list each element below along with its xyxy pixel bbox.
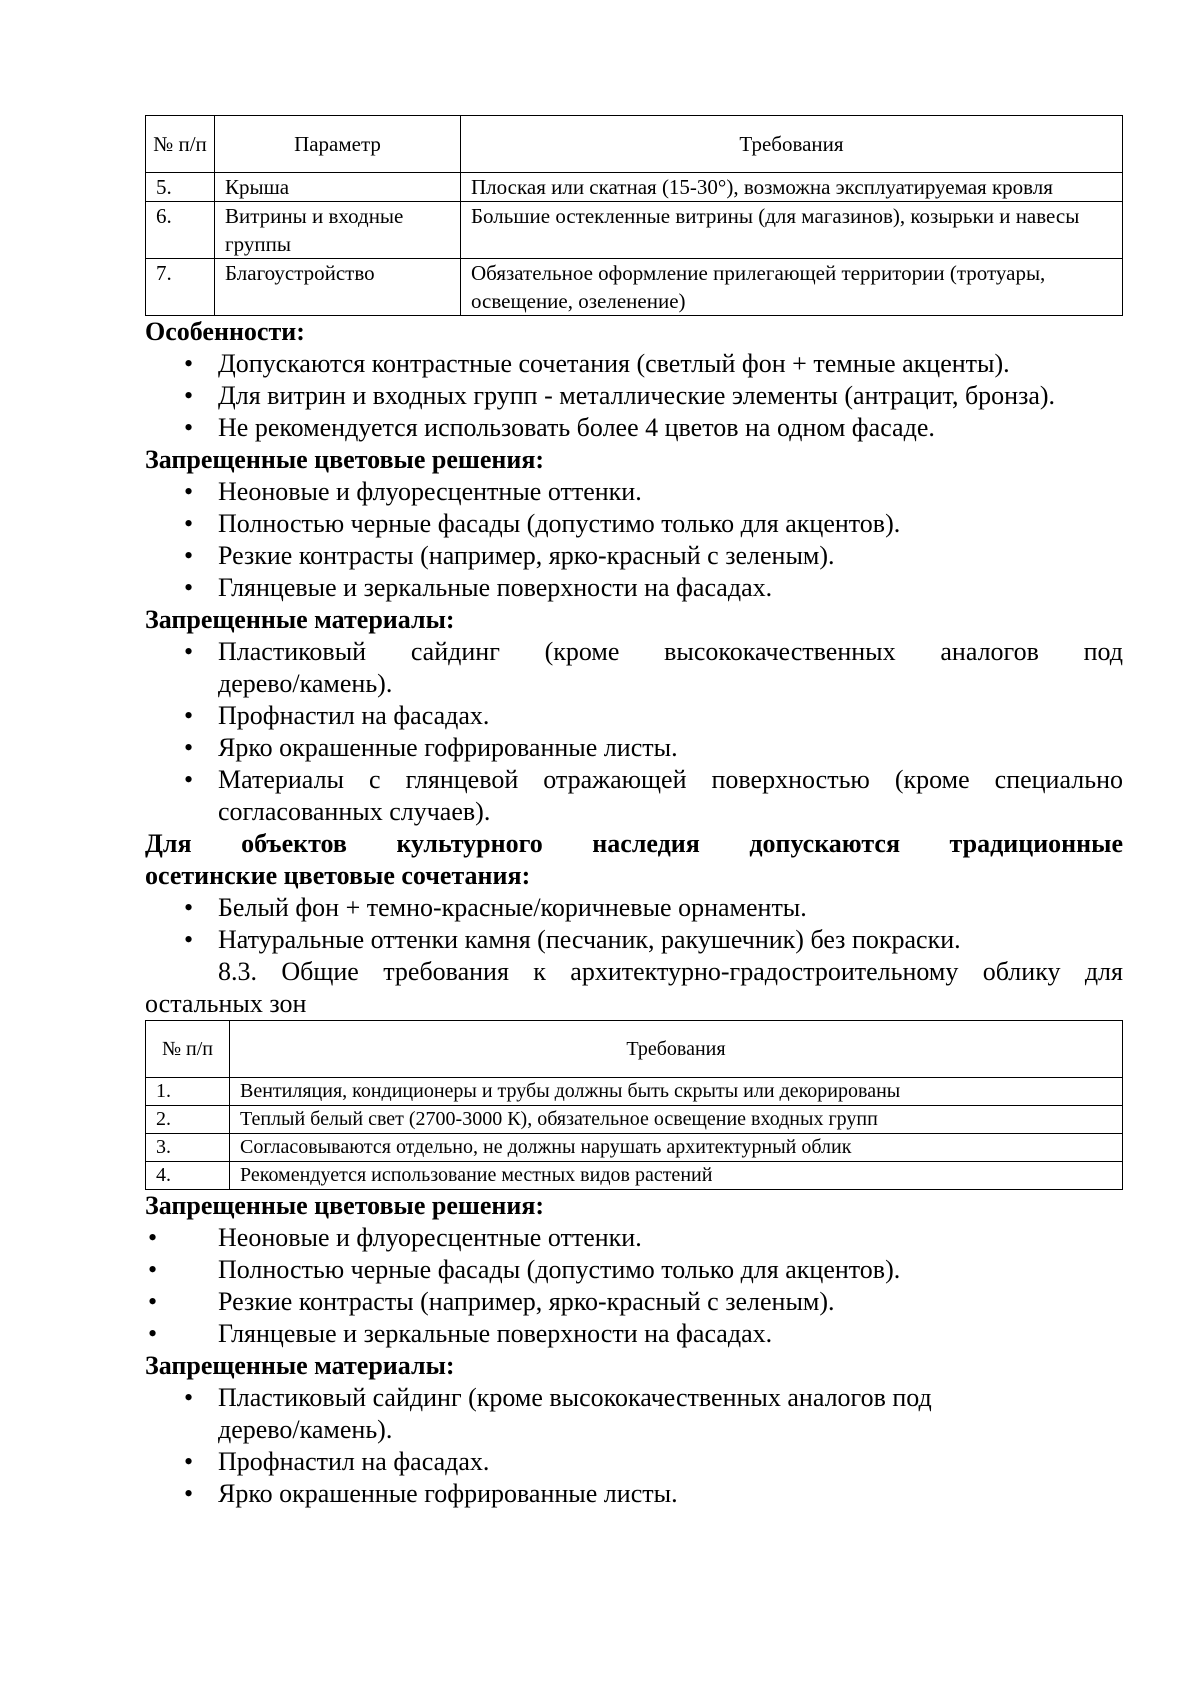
forbidden-colors-heading-2: Запрещенные цветовые решения:: [145, 1191, 545, 1220]
list-item: • Профнастил на фасадах.: [184, 701, 490, 730]
bullet-icon: •: [184, 701, 194, 730]
bullet-icon: •: [184, 1447, 194, 1476]
row-requirement: Обязательное оформление прилегающей территории (тротуары, освещение, озеленение): [461, 259, 1123, 316]
forbidden-materials-list: [145, 636, 1123, 828]
list-item: • Глянцевые и зеркальные поверхности на фасадах.: [184, 573, 773, 602]
list-item: • Белый фон + темно-красные/коричневые орнаменты.: [184, 893, 807, 922]
bullet-icon: •: [184, 893, 194, 922]
bullet-icon: •: [184, 413, 194, 442]
forbidden-materials-heading: Запрещенные материалы:: [145, 605, 455, 634]
row-param: Витрины и входные группы: [215, 202, 461, 259]
list-item: • Не рекомендуется использовать более 4 цветов на одном фасаде.: [184, 413, 935, 442]
bullet-icon: •: [148, 1255, 158, 1284]
heritage-heading-line2: осетинские цветовые сочетания:: [145, 861, 531, 890]
row-requirement: Рекомендуется использование местных видов растений: [230, 1162, 1123, 1190]
requirements-table: [145, 1020, 1123, 1190]
forbidden-materials-heading-2: Запрещенные материалы:: [145, 1351, 455, 1380]
list-item: • Резкие контрасты (например, ярко-красный с зеленым).: [184, 541, 835, 570]
list-item: • Натуральные оттенки камня (песчаник, ракушечник) без покраски.: [184, 925, 961, 954]
forbidden-colors-list-2: [145, 1222, 1123, 1350]
heritage-list: [145, 892, 1123, 956]
row-num: 1.: [146, 1078, 230, 1106]
table-row: [146, 259, 1123, 316]
header-requirements: Требования: [230, 1021, 1123, 1078]
document-page: [145, 115, 1123, 1510]
table-row: [146, 173, 1123, 202]
bullet-icon: •: [184, 1479, 194, 1508]
row-requirement: Теплый белый свет (2700-3000 К), обязательное освещение входных групп: [230, 1106, 1123, 1134]
table-row: [146, 1078, 1123, 1106]
list-item: • Ярко окрашенные гофрированные листы.: [184, 733, 678, 762]
list-item: • Материалы с глянцевой отражающей поверхностью (кроме специально согласованных случаев).: [184, 765, 1123, 826]
row-param: Благоустройство: [215, 259, 461, 316]
heritage-heading-line1: Для объектов культурного наследия допускаются традиционные: [145, 829, 1123, 858]
list-item: • Полностью черные фасады (допустимо только для акцентов).: [184, 509, 901, 538]
table-row: [146, 1134, 1123, 1162]
list-item: • Полностью черные фасады (допустимо только для акцентов).: [148, 1255, 901, 1284]
table-header-row: [146, 1021, 1123, 1078]
header-num: № п/п: [146, 116, 215, 173]
features-heading: Особенности:: [145, 317, 305, 346]
bullet-icon: •: [184, 573, 194, 602]
features-list: [145, 348, 1123, 444]
row-requirement: Вентиляция, кондиционеры и трубы должны быть скрыты или декорированы: [230, 1078, 1123, 1106]
bullet-icon: •: [184, 637, 194, 666]
table-row: [146, 1106, 1123, 1134]
forbidden-colors-heading: Запрещенные цветовые решения:: [145, 445, 545, 474]
table-row: [146, 1162, 1123, 1190]
list-item: • Профнастил на фасадах.: [184, 1447, 490, 1476]
bullet-icon: •: [184, 541, 194, 570]
row-requirement: Плоская или скатная (15-30°), возможна эксплуатируемая кровля: [461, 173, 1123, 202]
row-num: 5.: [146, 173, 215, 202]
bullet-icon: •: [184, 381, 194, 410]
list-item: • Пластиковый сайдинг (кроме высококачественных аналогов под дерево/камень).: [184, 637, 1123, 698]
row-num: 3.: [146, 1134, 230, 1162]
forbidden-colors-list: [145, 476, 1123, 604]
header-param: Параметр: [215, 116, 461, 173]
list-item: • Неоновые и флуоресцентные оттенки.: [184, 477, 642, 506]
bullet-icon: •: [184, 477, 194, 506]
row-num: 6.: [146, 202, 215, 259]
header-requirements: Требования: [461, 116, 1123, 173]
bullet-icon: •: [184, 1383, 194, 1412]
list-item: • Допускаются контрастные сочетания (светлый фон + темные акценты).: [184, 349, 1010, 378]
bullet-icon: •: [184, 509, 194, 538]
row-num: 4.: [146, 1162, 230, 1190]
bullet-icon: •: [184, 765, 194, 794]
section-title: 8.3. Общие требования к архитектурно-градостроительному облику для остальных зон: [145, 957, 1123, 1018]
row-requirement: Большие остекленные витрины (для магазинов), козырьки и навесы: [461, 202, 1123, 259]
bullet-icon: •: [184, 925, 194, 954]
table-header-row: [146, 116, 1123, 173]
row-requirement: Согласовываются отдельно, не должны нарушать архитектурный облик: [230, 1134, 1123, 1162]
forbidden-materials-list-2: [145, 1382, 1123, 1510]
row-param: Крыша: [215, 173, 461, 202]
row-num: 7.: [146, 259, 215, 316]
bullet-icon: •: [148, 1319, 158, 1348]
list-item: • Глянцевые и зеркальные поверхности на фасадах.: [148, 1319, 773, 1348]
table-row: [146, 202, 1123, 259]
parameters-table: [145, 115, 1123, 316]
list-item: • Ярко окрашенные гофрированные листы.: [184, 1479, 678, 1508]
bullet-icon: •: [184, 349, 194, 378]
list-item: • Для витрин и входных групп - металлические элементы (антрацит, бронза).: [184, 381, 1056, 410]
header-num: № п/п: [146, 1021, 230, 1078]
bullet-icon: •: [184, 733, 194, 762]
list-item: • Резкие контрасты (например, ярко-красный с зеленым).: [148, 1287, 835, 1316]
list-item: • Неоновые и флуоресцентные оттенки.: [148, 1223, 642, 1252]
list-item: • Пластиковый сайдинг (кроме высококачественных аналогов под дерево/камень).: [184, 1383, 932, 1444]
bullet-icon: •: [148, 1287, 158, 1316]
row-num: 2.: [146, 1106, 230, 1134]
bullet-icon: •: [148, 1223, 158, 1252]
